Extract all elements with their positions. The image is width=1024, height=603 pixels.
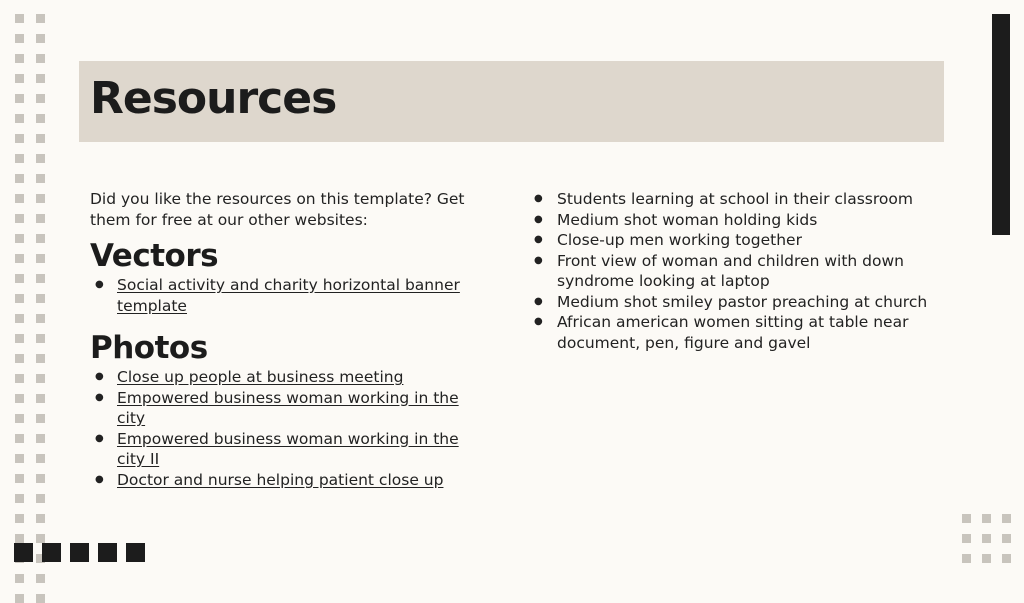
decorative-dot-grid-bottom-right bbox=[962, 514, 1011, 563]
left-column bbox=[90, 189, 490, 490]
photo-resources-list bbox=[532, 189, 932, 353]
resource-link[interactable]: Doctor and nurse helping patient close up bbox=[117, 470, 444, 489]
decorative-vertical-bar bbox=[992, 14, 1010, 235]
decorative-squares-bottom bbox=[14, 543, 145, 562]
list-item: ● African american women sitting at table near document, pen, figure and gavel bbox=[532, 312, 932, 353]
list-item bbox=[90, 429, 490, 470]
list-item bbox=[90, 275, 490, 316]
intro-text: Did you like the resources on this template? Get them for free at our other websites: bbox=[90, 190, 465, 229]
resource-link[interactable]: Empowered business woman working in the city II bbox=[117, 429, 459, 468]
decorative-dot-grid-left bbox=[15, 14, 45, 603]
resource-link[interactable]: Close up people at business meeting bbox=[117, 368, 404, 386]
list-item: ● Front view of woman and children with down syndrome looking at laptop bbox=[532, 251, 932, 292]
resource-link[interactable]: Empowered business woman working in the city bbox=[117, 388, 459, 427]
photos-heading: Photos bbox=[90, 330, 208, 366]
list-item: ● Close-up men working together bbox=[532, 230, 932, 251]
vectors-list bbox=[90, 275, 490, 316]
list-item bbox=[90, 388, 490, 429]
list-item: ● Medium shot smiley pastor preaching at church bbox=[532, 292, 932, 313]
resource-link[interactable]: Social activity and charity horizontal banner template bbox=[117, 276, 460, 315]
list-item bbox=[90, 367, 490, 388]
list-item bbox=[90, 470, 490, 491]
vectors-heading: Vectors bbox=[90, 238, 219, 274]
title-band bbox=[79, 61, 944, 142]
right-column bbox=[532, 189, 932, 353]
list-item: ● Medium shot woman holding kids bbox=[532, 210, 932, 231]
page-title: Resources bbox=[90, 73, 337, 124]
list-item: ● Students learning at school in their classroom bbox=[532, 189, 932, 210]
photos-list bbox=[90, 367, 490, 490]
